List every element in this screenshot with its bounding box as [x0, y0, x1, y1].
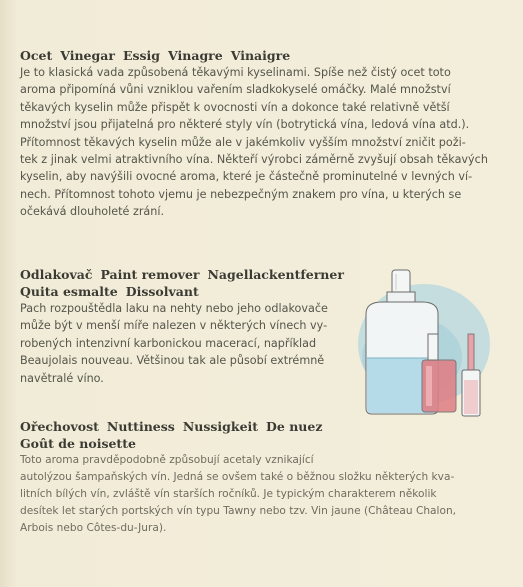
body-line: litních bílých vín, zvláště vín starších ročníků. Je typickým charakterem několik	[20, 488, 437, 500]
nail-polish-remover-bottles-icon	[352, 262, 502, 422]
body-line: tek z jinak velmi atraktivního vína. Někteří výrobci záměrně zvyšují obsah těkavých	[20, 153, 488, 167]
entry-heading	[20, 435, 456, 452]
heading-term: Nuttiness	[106, 419, 175, 434]
body-line: Je to klasická vada způsobená těkavými kyselinami. Spíše než čistý ocet toto	[20, 66, 451, 79]
heading-term: Essig	[122, 48, 161, 63]
entry-body	[20, 452, 456, 537]
heading-term: Vinegar	[60, 48, 115, 63]
body-line: Beaujolais nouveau. Většinou tak ale působí extrémně	[20, 354, 325, 368]
entry-body	[20, 300, 352, 387]
heading-term: Vinagre	[168, 48, 223, 63]
body-line: autolýzou šampaňských vín. Jedná se ovšem také o běžnou složku některých kva-	[20, 471, 455, 483]
heading-term: Paint remover	[100, 267, 200, 282]
heading-term: Nussigkeit	[182, 419, 259, 434]
heading-term: Ocet	[20, 48, 53, 63]
body-line: těkavých kyselin může přispět k ovocnosti vín a dokonce také relativně větší	[20, 100, 450, 114]
entry-heading	[20, 266, 352, 283]
entry-vinegar	[20, 47, 488, 221]
body-line: robených intenzivní karbonickou macerací, například	[20, 336, 317, 350]
heading-term: De nuez	[266, 419, 323, 434]
heading-term: Dissolvant	[125, 284, 199, 299]
body-line: navětralé víno.	[20, 371, 104, 385]
heading-term: Vinaigre	[230, 48, 291, 63]
heading-term: Goût de noisette	[20, 436, 136, 451]
body-line: množství jsou přijatelná pro některé styly vín (botrytická vína, ledová vína atd.).	[20, 118, 470, 132]
body-line: očekává dlouholeté zrání.	[20, 205, 165, 219]
heading-term: Ořechovost	[20, 419, 99, 434]
body-line: může být v menší míře nalezen v některých vínech vy-	[20, 319, 328, 333]
heading-term: Quita esmalte	[20, 284, 118, 299]
body-line: Toto aroma pravděpodobně způsobují acetaly vznikající	[20, 454, 314, 466]
body-line: aroma připomíná vůni vzniklou vařením sladkokyselé omáčky. Malé množství	[20, 83, 451, 97]
body-line: kyselin, aby navýšili ovocné aroma, které je částečně prominutelné v levných ví-	[20, 170, 473, 184]
body-line: Arbois nebo Côtes-du-Jura).	[20, 522, 167, 534]
entry-body	[20, 64, 488, 221]
entry-paint-remover	[20, 266, 352, 387]
entry-nuttiness	[20, 418, 456, 537]
body-line: desítek let starých portských vín typu Tawny nebo tzv. Vin jaune (Château Chalon,	[20, 505, 457, 517]
body-line: Pach rozpouštědla laku na nehty nebo jeho odlakovače	[20, 302, 328, 315]
body-line: Přítomnost těkavých kyselin může ale v jakémkoliv vyšším množství zničit poži-	[20, 135, 466, 149]
heading-term: Nagellackentferner	[207, 267, 344, 282]
entry-heading	[20, 283, 352, 300]
body-line: nech. Přítomnost tohoto vjemu je nebezpečným znakem pro vína, u kterých se	[20, 187, 462, 201]
heading-term: Odlakovač	[20, 267, 93, 282]
entry-heading	[20, 47, 488, 64]
